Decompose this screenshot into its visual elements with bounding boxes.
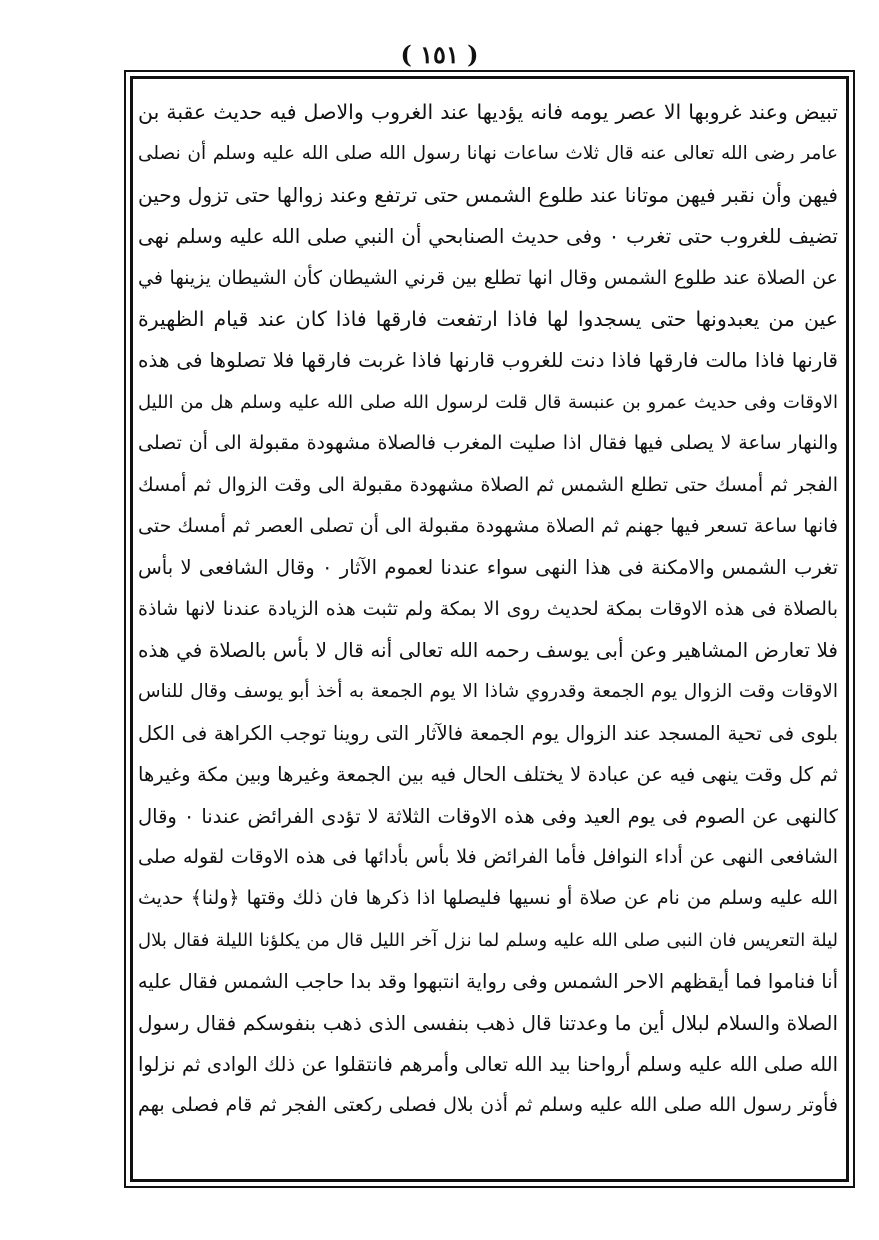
text-line: بالصلاة فى هذه الاوقات بمكة لحديث روى الا بمكة ولم تثبت هذه الزيادة عندنا لانها شاذة	[138, 597, 838, 620]
text-line: عامر رضى الله تعالى عنه قال ثلاث ساعات نهانا رسول الله صلى الله عليه وسلم أن نصلى	[138, 143, 838, 165]
text-line: ليلة التعريس فان النبى صلى الله عليه وسلم لما نزل آخر الليل قال من يكلؤنا الليلة فقال بلال	[138, 929, 838, 951]
text-line: الله عليه وسلم من نام عن صلاة أو نسيها فليصلها اذا ذكرها فان ذلك وقتها ﴿ولنا﴾ حديث	[138, 887, 838, 910]
text-line: عن الصلاة عند طلوع الشمس وقال انها تطلع بين قرني الشيطان كأن الشيطان يزينها في	[138, 266, 838, 289]
text-line: بلوى فى تحية المسجد عند الزوال يوم الجمعة فالآثار التى روينا توجب الكراهة فى الكل	[138, 721, 838, 745]
text-line: فلا تعارض المشاهير وعن أبى يوسف رحمه الله تعالى أنه قال لا بأس بالصلاة في هذه	[138, 638, 838, 663]
text-line: الاوقات وقت الزوال يوم الجمعة وقدروي شاذا الا يوم الجمعة به أخذ أبو يوسف وقال للناس	[138, 681, 838, 703]
text-line: قارنها فاذا مالت فارقها فاذا دنت للغروب قارنها فاذا غربت فارقها فلا تصلوها فى هذه	[138, 348, 838, 373]
text-line: والنهار ساعة لا يصلى فيها فقال اذا صليت المغرب فالصلاة مشهودة مقبولة الى أن تصلى	[138, 432, 838, 455]
text-line: تضيف للغروب حتى تغرب ٠ وفى حديث الصنابحي أن النبي صلى الله عليه وسلم نهى	[138, 224, 838, 249]
text-line: الشافعى النهى عن أداء النوافل فأما الفرائض فلا بأس بأدائها فى هذه الاوقات لقوله صلى	[138, 846, 838, 869]
text-line: كالنهى عن الصوم فى يوم العيد وفى هذه الاوقات الثلاثة لا تؤدى الفرائض عندنا ٠ وقال	[138, 804, 838, 828]
text-line: تبيض وعند غروبها الا عصر يومه فانه يؤديها عند الغروب والاصل فيه حديث عقبة بن	[138, 100, 838, 124]
text-line: الفجر ثم أمسك حتى تطلع الشمس ثم الصلاة مشهودة مقبولة الى وقت الزوال ثم أمسك	[138, 473, 838, 496]
text-line: فيهن وأن نقبر فيهن موتانا عند طلوع الشمس حتى ترتفع وعند زوالها حتى تزول وحين	[138, 182, 838, 207]
text-line: ثم كل وقت ينهى فيه عن عبادة لا يختلف الحال فيه بين الجمعة وغيرها وبين مكة وغيرها	[138, 763, 838, 787]
text-line: فانها ساعة تسعر فيها جهنم ثم الصلاة مشهودة مقبولة الى أن تصلى العصر ثم أمسك حتى	[138, 514, 838, 537]
text-line: عين من يعبدونها حتى يسجدوا لها فاذا ارتفعت فارقها فاذا كان عند قيام الظهيرة	[138, 306, 838, 331]
text-line: الاوقات وفى حديث عمرو بن عنبسة قال قلت لرسول الله صلى الله عليه وسلم هل من الليل	[138, 391, 838, 413]
text-line: أنا فناموا فما أيقظهم الاحر الشمس وفى رواية انتبهوا وقد بدا حاجب الشمس فقال عليه	[138, 970, 838, 994]
text-line: الصلاة والسلام لبلال أين ما وعدتنا قال ذهب بنفسى الذى ذهب بنفوسكم فقال رسول	[138, 1010, 838, 1035]
text-line: فأوتر رسول الله صلى الله عليه وسلم ثم أذن بلال فصلى ركعتى الفجر ثم قام فصلى بهم	[138, 1094, 838, 1117]
text-line: تغرب الشمس والامكنة فى هذا النهى سواء عندنا لعموم الآثار ٠ وقال الشافعى لا بأس	[138, 556, 838, 580]
text-line: الله صلى الله عليه وسلم أرواحنا بيد الله تعالى وأمرهم فانتقلوا عن ذلك الوادى ثم نزلوا	[138, 1052, 838, 1076]
page-number: ( ١٥١ )	[400, 40, 479, 69]
body-text	[138, 92, 838, 1127]
